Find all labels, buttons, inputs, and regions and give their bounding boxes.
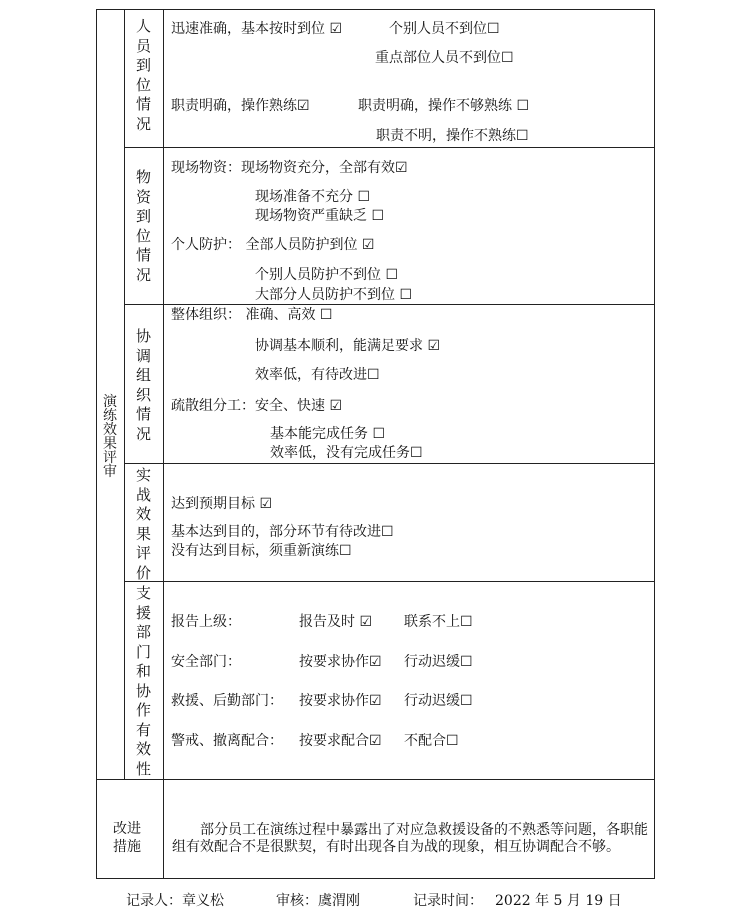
vertical-label-char: 情 bbox=[135, 405, 151, 423]
personnel-line-4: 职责明确，操作熟练☑ bbox=[171, 98, 310, 114]
section-label-support bbox=[124, 584, 163, 779]
materials-line-6: 大部分人员防护不到位 ☐ bbox=[255, 287, 413, 303]
coordination-line-5: 基本能完成任务 ☐ bbox=[270, 426, 386, 442]
vertical-label-char: 情 bbox=[135, 95, 151, 113]
personnel-line-1: 迅速准确，基本按时到位 ☑ bbox=[171, 21, 343, 37]
support-dept-3: 救援、后勤部门： bbox=[171, 693, 283, 709]
vertical-label-char: 练 bbox=[103, 408, 117, 424]
vertical-label-char: 果 bbox=[135, 524, 151, 543]
coordination-line-1: 整体组织： 准确、高效 ☐ bbox=[171, 307, 333, 323]
support-opt2-2: 行动迟缓☐ bbox=[404, 654, 473, 670]
effect-line-1: 达到预期目标 ☑ bbox=[171, 496, 273, 512]
vertical-label-char: 组 bbox=[135, 366, 151, 384]
vertical-label-char: 位 bbox=[135, 75, 151, 94]
materials-line-4: 个人防护： 全部人员防护到位 ☑ bbox=[171, 237, 375, 253]
vertical-label-char: 效 bbox=[135, 505, 151, 523]
vertical-label-char: 况 bbox=[135, 424, 151, 443]
footer-reviewer: 审核：虞渭刚 bbox=[276, 893, 360, 909]
support-opt2-4: 不配合☐ bbox=[404, 733, 459, 749]
vertical-label-char: 调 bbox=[135, 346, 151, 365]
vertical-label-char: 资 bbox=[135, 187, 151, 206]
vertical-label-char: 协 bbox=[135, 327, 151, 345]
vertical-label-char: 到 bbox=[135, 207, 151, 225]
support-opt1-3: 按要求协作☑ bbox=[299, 693, 382, 709]
vertical-label-char: 门 bbox=[135, 642, 151, 661]
vertical-label-char: 性 bbox=[135, 759, 151, 778]
footer-recorder: 记录人：章义松 bbox=[126, 893, 224, 909]
vertical-label-char: 实 bbox=[135, 466, 151, 484]
vertical-label-char: 员 bbox=[135, 36, 151, 55]
table-outer-right bbox=[654, 9, 655, 879]
col-divider-2 bbox=[163, 9, 164, 879]
vertical-label-char: 人 bbox=[135, 17, 151, 35]
vertical-label-char: 织 bbox=[135, 385, 151, 404]
vertical-label-char: 物 bbox=[135, 168, 151, 186]
vertical-label-char: 援 bbox=[135, 603, 151, 622]
coordination-line-3: 效率低，有待改进☐ bbox=[255, 367, 380, 383]
vertical-label-char: 演 bbox=[103, 394, 117, 410]
vertical-label-char: 作 bbox=[135, 701, 151, 719]
coordination-line-2: 协调基本顺利，能满足要求 ☑ bbox=[255, 338, 441, 354]
personnel-line-5: 职责明确，操作不够熟练 ☐ bbox=[358, 98, 530, 114]
section-label-coordination bbox=[124, 327, 163, 444]
vertical-label-char: 审 bbox=[103, 464, 117, 480]
support-dept-4: 警戒、撤离配合： bbox=[171, 733, 283, 749]
materials-line-1: 现场物资：现场物资充分，全部有效☑ bbox=[171, 160, 408, 176]
section-label-materials bbox=[124, 168, 163, 285]
effect-line-2: 基本达到目的，部分环节有待改进☐ bbox=[171, 524, 394, 540]
main-label bbox=[96, 395, 124, 479]
support-opt2-1: 联系不上☐ bbox=[404, 614, 473, 630]
vertical-label-char: 价 bbox=[135, 563, 151, 582]
support-opt2-3: 行动迟缓☐ bbox=[404, 693, 473, 709]
improvement-label-line2: 措施 bbox=[113, 839, 141, 855]
improvement-text: 部分员工在演练过程中暴露出了对应急救援设备的不熟悉等问题，各职能组有效配合不是很默契，有时出现各自为战的现象，相互协调配合不够。 bbox=[172, 822, 648, 855]
support-opt1-2: 按要求协作☑ bbox=[299, 654, 382, 670]
vertical-label-char: 况 bbox=[135, 114, 151, 133]
section-label-effect bbox=[124, 466, 163, 583]
vertical-label-char: 部 bbox=[135, 623, 151, 641]
support-opt1-4: 按要求配合☑ bbox=[299, 733, 382, 749]
table-outer-bottom bbox=[96, 878, 655, 879]
vertical-label-char: 评 bbox=[135, 544, 151, 562]
vertical-label-char: 情 bbox=[135, 246, 151, 264]
row-divider-1 bbox=[124, 147, 655, 148]
footer-date: 2022 年 5 月 19 日 bbox=[495, 893, 622, 909]
row-divider-4 bbox=[124, 581, 655, 582]
support-dept-2: 安全部门： bbox=[171, 654, 241, 670]
personnel-line-2: 个别人员不到位☐ bbox=[389, 21, 500, 37]
vertical-label-char: 协 bbox=[135, 681, 151, 700]
vertical-label-char: 评 bbox=[103, 450, 117, 466]
row-divider-2 bbox=[124, 304, 655, 305]
section-label-personnel bbox=[124, 17, 163, 134]
vertical-label-char: 到 bbox=[135, 56, 151, 74]
materials-line-5: 个别人员防护不到位 ☐ bbox=[255, 267, 399, 283]
personnel-line-6: 职责不明，操作不熟练☐ bbox=[376, 128, 529, 144]
vertical-label-char: 有 bbox=[135, 720, 151, 739]
table-outer-top bbox=[96, 9, 655, 10]
vertical-label-char: 果 bbox=[103, 436, 117, 452]
personnel-line-3: 重点部位人员不到位☐ bbox=[375, 50, 514, 66]
support-dept-1: 报告上级： bbox=[171, 614, 241, 630]
vertical-label-char: 支 bbox=[135, 584, 151, 602]
vertical-label-char: 效 bbox=[135, 740, 151, 758]
materials-line-2: 现场准备不充分 ☐ bbox=[255, 189, 371, 205]
vertical-label-char: 况 bbox=[135, 265, 151, 284]
support-opt1-1: 报告及时 ☑ bbox=[299, 614, 373, 630]
improvement-label-line1: 改进 bbox=[113, 821, 141, 837]
coordination-line-4: 疏散组分工：安全、快速 ☑ bbox=[171, 398, 343, 414]
row-divider-3 bbox=[124, 463, 655, 464]
coordination-line-6: 效率低，没有完成任务☐ bbox=[270, 445, 423, 461]
vertical-label-char: 和 bbox=[135, 662, 151, 680]
materials-line-3: 现场物资严重缺乏 ☐ bbox=[255, 208, 385, 224]
vertical-label-char: 战 bbox=[135, 485, 151, 504]
vertical-label-char: 效 bbox=[103, 422, 117, 438]
row-divider-5 bbox=[96, 779, 655, 780]
vertical-label-char: 位 bbox=[135, 226, 151, 245]
effect-line-3: 没有达到目标，须重新演练☐ bbox=[171, 543, 352, 559]
footer-time-label: 记录时间： bbox=[413, 893, 483, 909]
